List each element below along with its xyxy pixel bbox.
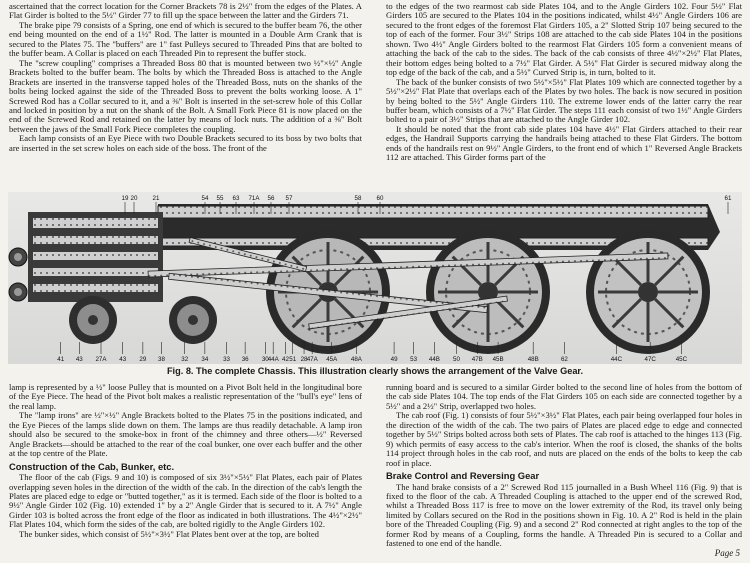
figure-label-bottom: 29 bbox=[139, 356, 147, 363]
figure-label-bottom: 45B bbox=[492, 356, 504, 363]
figure-label-top: 55 bbox=[216, 195, 224, 202]
paragraph: lamp is represented by a ½" loose Pulley that is mounted on a Pivot Bolt held in the longitudinal bore of the Eye Piece. The head of the Pivot bolt makes a realistic representation of the "bull's eye" lens of the real lamp. bbox=[9, 382, 362, 411]
figure-label-bottom: 44A bbox=[267, 356, 279, 363]
paragraph: The "lamp irons" are ½"×½" Angle Brackets bolted to the Plates 75 in the positions indicated, and the Eye Pieces of the lamps slide down on them. The lamps are thus readily detachable. A lamp iron should also be secured to the smoke-box in front of the chimney and three others—½" Reversed Angle Brackets—should be attached to the rear of the coal bunker, one over each buffer and the other at the top centre of the Plate. bbox=[9, 410, 362, 459]
page-number: Page 5 bbox=[714, 548, 740, 558]
figure-label-top: 57 bbox=[285, 195, 293, 202]
figure-label-bottom: 43 bbox=[119, 356, 127, 363]
figure-label-bottom: 47A bbox=[306, 356, 318, 363]
figure-label-bottom: 42 bbox=[282, 356, 289, 363]
paragraph: The brake pipe 79 consists of a Spring, one end of which is secured to the buffer beam 76, the other end being mounted on the end of a 1½" Rod. The latter is mounted in a Double Arm Crank that is secured to the Plates 75. The "buffers" are 1" fast Pulleys secured to Threaded Pins that are bolted to the buffer beam. A Collar is placed on each Threaded Pin to represent the buffer stock. bbox=[9, 19, 362, 59]
figure-caption: Fig. 8. The complete Chassis. This illustration clearly shows the arrangement of the Valve Gear. bbox=[166, 366, 584, 376]
figure-label-bottom: 47B bbox=[471, 356, 483, 363]
figure-label-bottom: 48B bbox=[527, 356, 539, 363]
figure-label-bottom: 53 bbox=[410, 356, 418, 363]
figure-label-bottom: 44B bbox=[428, 356, 440, 363]
column-right-bottom bbox=[386, 383, 742, 549]
figure-label-bottom: 32 bbox=[181, 356, 189, 363]
paragraph: ascertained that the correct location for the Corner Brackets 78 is 2½" from the edges of the Plates. A Flat Girder is bolted to the 5½" Girder 77 to fill up the space between the latter and the Girders 71. bbox=[9, 1, 362, 21]
chassis-illustration bbox=[8, 192, 742, 364]
section-heading: Brake Control and Reversing Gear bbox=[386, 470, 540, 482]
figure-label-bottom: 51 bbox=[289, 356, 297, 363]
figure-label-bottom: 30 bbox=[261, 356, 269, 363]
figure-label-bottom: 28 bbox=[300, 356, 308, 363]
figure-label-bottom: 45A bbox=[326, 356, 338, 363]
figure-label-bottom: 38 bbox=[158, 356, 165, 363]
figure-label-bottom: 27A bbox=[95, 356, 107, 363]
figure-label-bottom: 48A bbox=[350, 356, 362, 363]
column-right-top bbox=[386, 2, 742, 163]
paragraph: The bunker sides, which consist of 5½"×3½" Flat Plates bent over at the top, are bolted bbox=[19, 528, 319, 539]
paragraph: It should be noted that the front cab side plates 104 have 4½" Flat Girders attached to their rear edges, the Handrail Supports carrying the handrails being attached to these Flat Girders. The bottom ends of the handrails rest on 9½" Angle Girders, to the front end of which 1" Reversed Angle Brackets 112 are attached. This Girder forms part of the bbox=[386, 123, 742, 163]
figure-label-bottom: 62 bbox=[560, 356, 568, 363]
paragraph: running board and is secured to a similar Girder bolted to the second line of holes from the bottom of the cab side Plates 104. The top ends of the Flat Girders 105 on each side are connected together by a 5½" and a 2½" Strip, overlapped two holes. bbox=[386, 382, 742, 411]
section-heading: Construction of the Cab, Bunker, etc. bbox=[9, 460, 175, 472]
figure-label-top: 71A bbox=[248, 195, 260, 202]
paragraph: The floor of the cab (Figs. 9 and 10) is composed of six 3½"×5½" Flat Plates, each pair of Plates overlapping seven holes in the direction of the width of the cab. In the direction of the cab's length the Plates are placed edge to edge or "butted together," as it is termed. Each side of the floor is bolted to a 9½" Angle Girder 102 (Fig. 10) extended 1" by a 2" Angle Girder that is secured to it. A 7½" Angle Girder 103 is bolted across the front edge of the floor as indicated in both illustrations. The 4½"×2½" Flat Plates 104, which form the sides of the cab, are bolted rigidly to the Angle Girders 102. bbox=[9, 472, 362, 530]
figure-label-bottom: 43 bbox=[75, 356, 83, 363]
chassis-figure bbox=[8, 192, 742, 364]
figure-label-top: 61 bbox=[724, 195, 732, 202]
paragraph: The cab roof (Fig. 1) consists of four 5½"×3½" Flat Plates, each pair being overlapped four holes in the direction of the width of the cab. The two pairs of Plates are placed edge to edge and connected together by 5½" Strips bolted across both sets of Plates. The cab roof is attached to the hinges 113 (Fig. 9) which permits of easy access to the cab's interior. When the roof is closed, the shanks of the bolts 114 project through holes in the cab roof, and nuts are placed on the ends of the bolts to keep the cab roof in place. bbox=[386, 410, 742, 468]
figure-label-bottom: 33 bbox=[223, 356, 230, 363]
column-left-top bbox=[9, 2, 362, 153]
figure-label-top: 56 bbox=[267, 195, 275, 202]
paragraph: Each lamp consists of an Eye Piece with two Double Brackets secured to its boss by two bolts that are inserted in the set screw holes on each side of the boss. The front of the bbox=[9, 133, 362, 153]
figure-label-bottom: 36 bbox=[241, 356, 249, 363]
paragraph: The back of the bunker consists of two 5½"×5½" Flat Plates 109 which are connected together by a 5½"×2½" Flat Plate that overlaps each of the Plates by two holes. The back is now secured in position by being bolted to the 5½" Angle Girders 110. The extreme lower ends of the latter carry the rear buffer beam, which consists of a 7½" Flat Girder. The steps 111 each consist of two 1½" Angle Girders bolted to a pair of 3½" Strips that are attached to the Angle Girder 102. bbox=[386, 76, 742, 125]
paragraph: The "screw coupling" comprises a Threaded Boss 80 that is mounted between two ½"×½" Angle Brackets bolted to the buffer beam. The bolts by which the Threaded Boss is attached to the Angle Brackets are inserted in the transverse tapped holes of the Threaded Boss, nuts on the shanks of the bolts being locked against the side of the Threaded Boss to prevent the bolts working loose. A 1" Screwed Rod has a Collar secured to it, and a ⅜" Bolt is inserted in the set-screw hole of this Collar and locked in position by a nut on the shank of the Bolt. A Small Fork Piece 81 is now placed on the end of the Screwed Rod and retained on the latter by means of lock nuts. The addition of a ⅜" Bolt between the jaws of the Small Fork Piece completes the coupling. bbox=[9, 57, 362, 134]
figure-label-bottom: 50 bbox=[453, 356, 460, 363]
column-left-bottom bbox=[9, 383, 362, 539]
figure-label-top: 20 bbox=[130, 195, 138, 202]
figure-label-bottom: 44C bbox=[610, 356, 623, 363]
figure-label-top: 54 bbox=[201, 195, 209, 202]
figure-label-top: 58 bbox=[354, 195, 362, 202]
figure-label-top: 60 bbox=[376, 195, 384, 202]
figure-label-top: 19 bbox=[121, 195, 129, 202]
figure-label-bottom: 41 bbox=[57, 356, 65, 363]
figure-label-bottom: 47C bbox=[644, 356, 656, 363]
figure-label-bottom: 45C bbox=[675, 356, 688, 363]
figure-label-bottom: 49 bbox=[390, 356, 398, 363]
figure-label-bottom: 34 bbox=[201, 356, 209, 363]
figure-label-top: 21 bbox=[152, 195, 160, 202]
figure-label-top: 63 bbox=[232, 195, 240, 202]
paragraph: to the edges of the two rearmost cab side Plates 104, and to the Angle Girders 102. Four 5½" Flat Girders 105 are secured to the Plates 104 in the positions indicated, whilst 4½" Angle Girders 106 are secured to the front edges of the foremost Flat Girders 105, a 2" Slotted Strip 107 being secured to the top of each of the former. Four 3½" Strips 108 are attached to the cab side Plates 104 in the positions shown. Two 4½" Angle Girders bolted to the rearmost Flat Girders 105 form a convenient means of attaching the back of the cab to the sides. The back of the cab consists of three 4½"×2½" Flat Plates, their bottom edges being bolted to a 7½" Flat Girder. A 5½" Flat Girder is secured midway along the top edge of the back of the cab, and a 5½" Curved Strip is, in turn, bolted to it. bbox=[386, 1, 742, 78]
paragraph: The hand brake consists of a 2" Screwed Rod 115 journalled in a Bush Wheel 116 (Fig. 9) that is fixed to the floor of the cab. A Threaded Coupling is attached to the upper end of the screwed Rod, whilst a Threaded Boss 117 is free to move on the lower extremity of the Rod, its travel only being limited by Collars secured on the Rod in the positions shown in Fig. 10. A 2" Rod is held in the plain bore of the Threaded Coupling (Fig. 9) and a second 2" Rod connected at right angles to the top of the former Rod by means of a Coupling, forms the handle. A Threaded Pin is secured to a Collar and fastened to one end of the handle. bbox=[386, 481, 742, 549]
